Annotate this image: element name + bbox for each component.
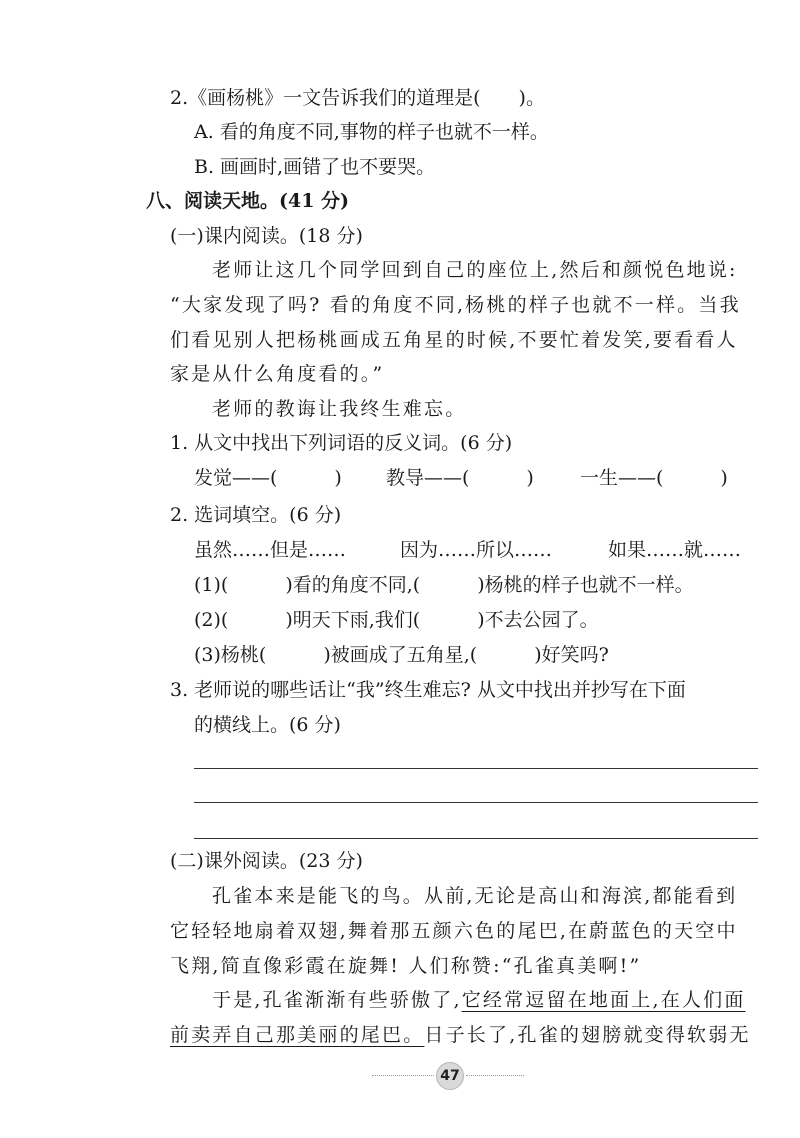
word-choice: 因为……所以……	[400, 539, 553, 561]
answer-line[interactable]	[194, 802, 758, 803]
passage-2-line: 孔雀本来是能飞的鸟。从前,无论是高山和海滨,都能看到	[212, 885, 738, 907]
part-2-title: (二)课外阅读。(23 分)	[170, 850, 363, 872]
plain-text: 于是,孔雀渐渐有些骄傲了,	[212, 989, 462, 1011]
passage-2-line: 飞翔,简直像彩霞在旋舞! 人们称赞:“孔雀真美啊!”	[170, 955, 642, 977]
p1-question-3-line: 的横线上。(6 分)	[194, 714, 341, 736]
word-choice: 如果……就……	[608, 539, 742, 561]
footer-dots-left	[372, 1075, 434, 1076]
word-choice: 虽然……但是……	[194, 539, 347, 561]
plain-text: 日子长了,孔雀的翅膀就变得软弱无	[424, 1024, 751, 1046]
part-1-title: (一)课内阅读。(18 分)	[170, 225, 363, 247]
footer-dots-right	[466, 1075, 524, 1076]
answer-line[interactable]	[194, 768, 758, 769]
antonym-item: 发觉——( )	[194, 467, 342, 489]
passage-1-line: 老师的教诲让我终生难忘。	[212, 398, 467, 420]
page-number: 47	[436, 1062, 464, 1090]
passage-1-line: 们看见别人把杨桃画成五角星的时候,不要忙着发笑,要看看人	[170, 329, 738, 351]
fill-sentence-3: (3)杨桃( )被画成了五角星,( )好笑吗?	[194, 644, 609, 666]
antonym-item: 教导——( )	[386, 467, 534, 489]
passage-2-line	[170, 1023, 751, 1047]
question-2-option-a: A. 看的角度不同,事物的样子也就不一样。	[194, 121, 549, 143]
underlined-text: 它经常逗留在地面上,在人们面	[461, 989, 746, 1011]
answer-line[interactable]	[194, 838, 758, 839]
p1-question-2-title: 2. 选词填空。(6 分)	[170, 504, 342, 526]
passage-1-line: “大家发现了吗? 看的角度不同,杨桃的样子也就不一样。当我	[170, 294, 741, 316]
question-2-option-b: B. 画画时,画错了也不要哭。	[194, 156, 436, 178]
fill-sentence-1: (1)( )看的角度不同,( )杨桃的样子也就不一样。	[194, 574, 694, 596]
p1-question-1-title: 1. 从文中找出下列词语的反义词。(6 分)	[170, 432, 513, 454]
fill-sentence-2: (2)( )明天下雨,我们( )不去公园了。	[194, 609, 599, 631]
question-2-title: 2.《画杨桃》一文告诉我们的道理是( )。	[170, 87, 545, 109]
passage-1-line: 家是从什么角度看的。”	[170, 363, 385, 385]
passage-2-line: 它轻轻地扇着双翅,舞着那五颜六色的尾巴,在蔚蓝色的天空中	[170, 920, 738, 942]
section-8-title: 八、阅读天地。(41 分)	[146, 190, 350, 212]
passage-1-line: 老师让这几个同学回到自己的座位上,然后和颜悦色地说:	[212, 259, 738, 281]
p1-question-3-line: 3. 老师说的哪些话让“我”终生难忘? 从文中找出并抄写在下面	[170, 679, 686, 701]
passage-2-line	[212, 988, 746, 1012]
antonym-item: 一生——( )	[580, 467, 728, 489]
underlined-text: 前卖弄自己那美丽的尾巴。	[170, 1024, 425, 1046]
